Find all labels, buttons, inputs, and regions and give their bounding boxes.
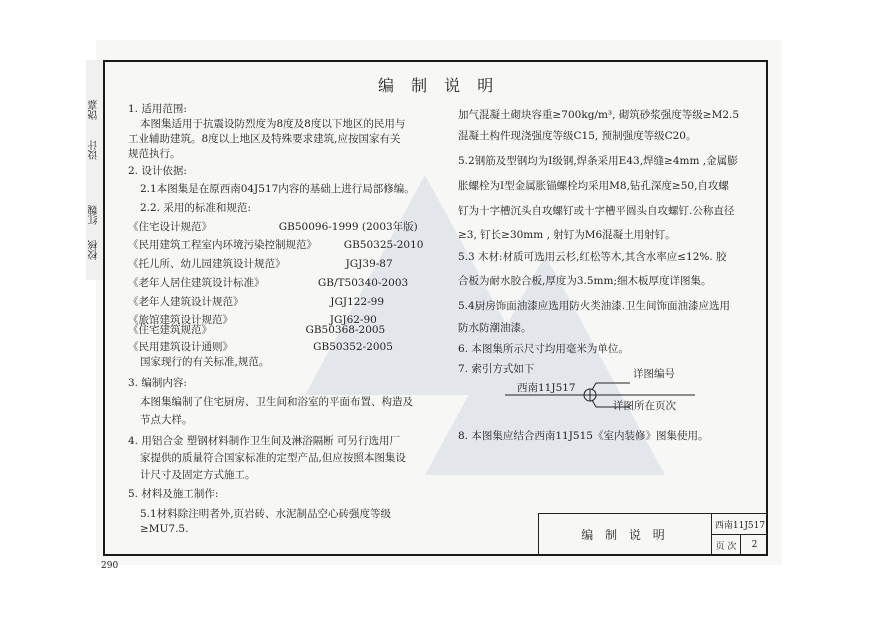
title-block-page-label: 页 次 [712,535,741,555]
title-block [538,513,768,556]
text-line: ≥MU7.5. [140,523,189,535]
title-block-name: 编 制 说 明 [539,514,712,555]
text-line: 《老年人居住建筑设计标准》 GB/T50340-2003 [128,277,409,289]
page-title: 编 制 说 明 [378,76,500,95]
text-line: 5. 材料及施工制作: [128,488,219,500]
text-line: 5.2钢筋及型钢均为Ⅰ级钢,焊条采用E43,焊缝≥4mm ,金属膨 [458,155,738,167]
side-label: 设计 [89,140,100,160]
text-line: 《住宅建筑规范》 GB50368-2005 [128,324,386,336]
side-label: 红魏 [89,205,100,225]
text-line: 《民用建筑设计通则》 GB50352-2005 [128,341,393,353]
page-number: 290 [101,561,119,571]
text-line: 合板为耐水胶合板,厚度为3.5mm;细木板厚度详图集。 [458,275,712,287]
text-line: 2.1本图集是在原西南04J517内容的基础上进行局部修编。 [140,183,415,195]
text-line: 《民用建筑工程室内环境污染控制规范》 GB50325-2010 [128,239,424,251]
side-label: 饶嘉 [89,100,100,120]
text-line: 1. 适用范围: [128,103,187,115]
text-line: 《住宅设计规范》 GB50096-1999 (2003年版) [128,221,418,233]
text-line: 胀螺栓为Ⅰ型金属胀锚螺栓均采用M8,钻孔深度≥50,自攻螺 [458,180,729,192]
text-line: 国家现行的有关标准,规范。 [140,356,270,368]
text-line: 5.4厨房饰面油漆应选用防火类油漆.卫生间饰面油漆应选用 [458,300,731,312]
text-line: 计尺寸及固定方式施工。 [140,469,256,481]
text-line: 加气混凝土砌块容重≥700kg/m³, 砌筑砂浆强度等级≥M2.5 [458,109,740,121]
text-line: 本图集适用于抗震设防烈度为8度及8度以下地区的民用与 [140,118,406,130]
text-line: 《旅馆建筑设计规范》 JGJ62-90 [128,314,377,326]
text-line: 《托儿所、幼儿园建筑设计规范》 JGJ39-87 [128,258,393,270]
side-label: 校核 [89,240,100,260]
text-line: 规范执行。 [128,148,181,160]
text-line: 7. 索引方式如下 [458,363,535,375]
text-line: 家提供的质量符合国家标准的定型产品,但应按照本图集设 [140,452,406,464]
text-line: 节点大样。 [140,414,193,426]
title-block-page-value: 2 [751,540,758,550]
text-line: 2. 设计依据: [128,165,187,177]
text-line: 6. 本图集所示尺寸均用毫米为单位。 [458,343,629,355]
text-line: 混凝土构件现浇强度等级C15, 预制强度等级C20。 [458,130,697,142]
text-line: 5.1材料除注明者外,页岩砖、水泥制品空心砖强度等级 [140,508,392,520]
index-diagram [505,368,695,422]
text-line: 《老年人建筑设计规范》 JGJ122-99 [128,296,385,308]
text-line: 防水防潮油漆。 [458,322,532,334]
title-block-code: 西南11J517 [712,514,768,535]
index-upper-label: 详图编号 [633,368,675,380]
text-line: 5.3 木材:材质可选用云杉,红松等木,其含水率应≤12%. 胶 [458,251,727,263]
index-atlas-label: 西南11J517 [517,382,576,394]
text-line: 工业辅助建筑。8度以上地区及特殊要求建筑,应按国家有关 [128,133,401,145]
text-line: 3. 编制内容: [128,377,187,389]
text-line: 4. 用铝合金 塑钢材料制作卫生间及淋浴隔断 可另行选用厂 [128,435,401,447]
text-line: 2.2. 采用的标准和规范: [140,202,251,214]
text-line: 钉为十字槽沉头自攻螺钉或十字槽平圆头自攻螺钉.公称直径 [458,205,735,217]
text-line: 8. 本图集应结合西南11J515《室内装修》图集使用。 [458,430,709,442]
index-lower-label: 详图所在页次 [613,400,676,412]
text-line: 本图集编制了住宅厨房、卫生间和浴室的平面布置、构造及 [140,396,413,408]
text-line: ≥3, 钉长≥30mm , 射钉为M6混凝土用射钉。 [458,229,676,241]
